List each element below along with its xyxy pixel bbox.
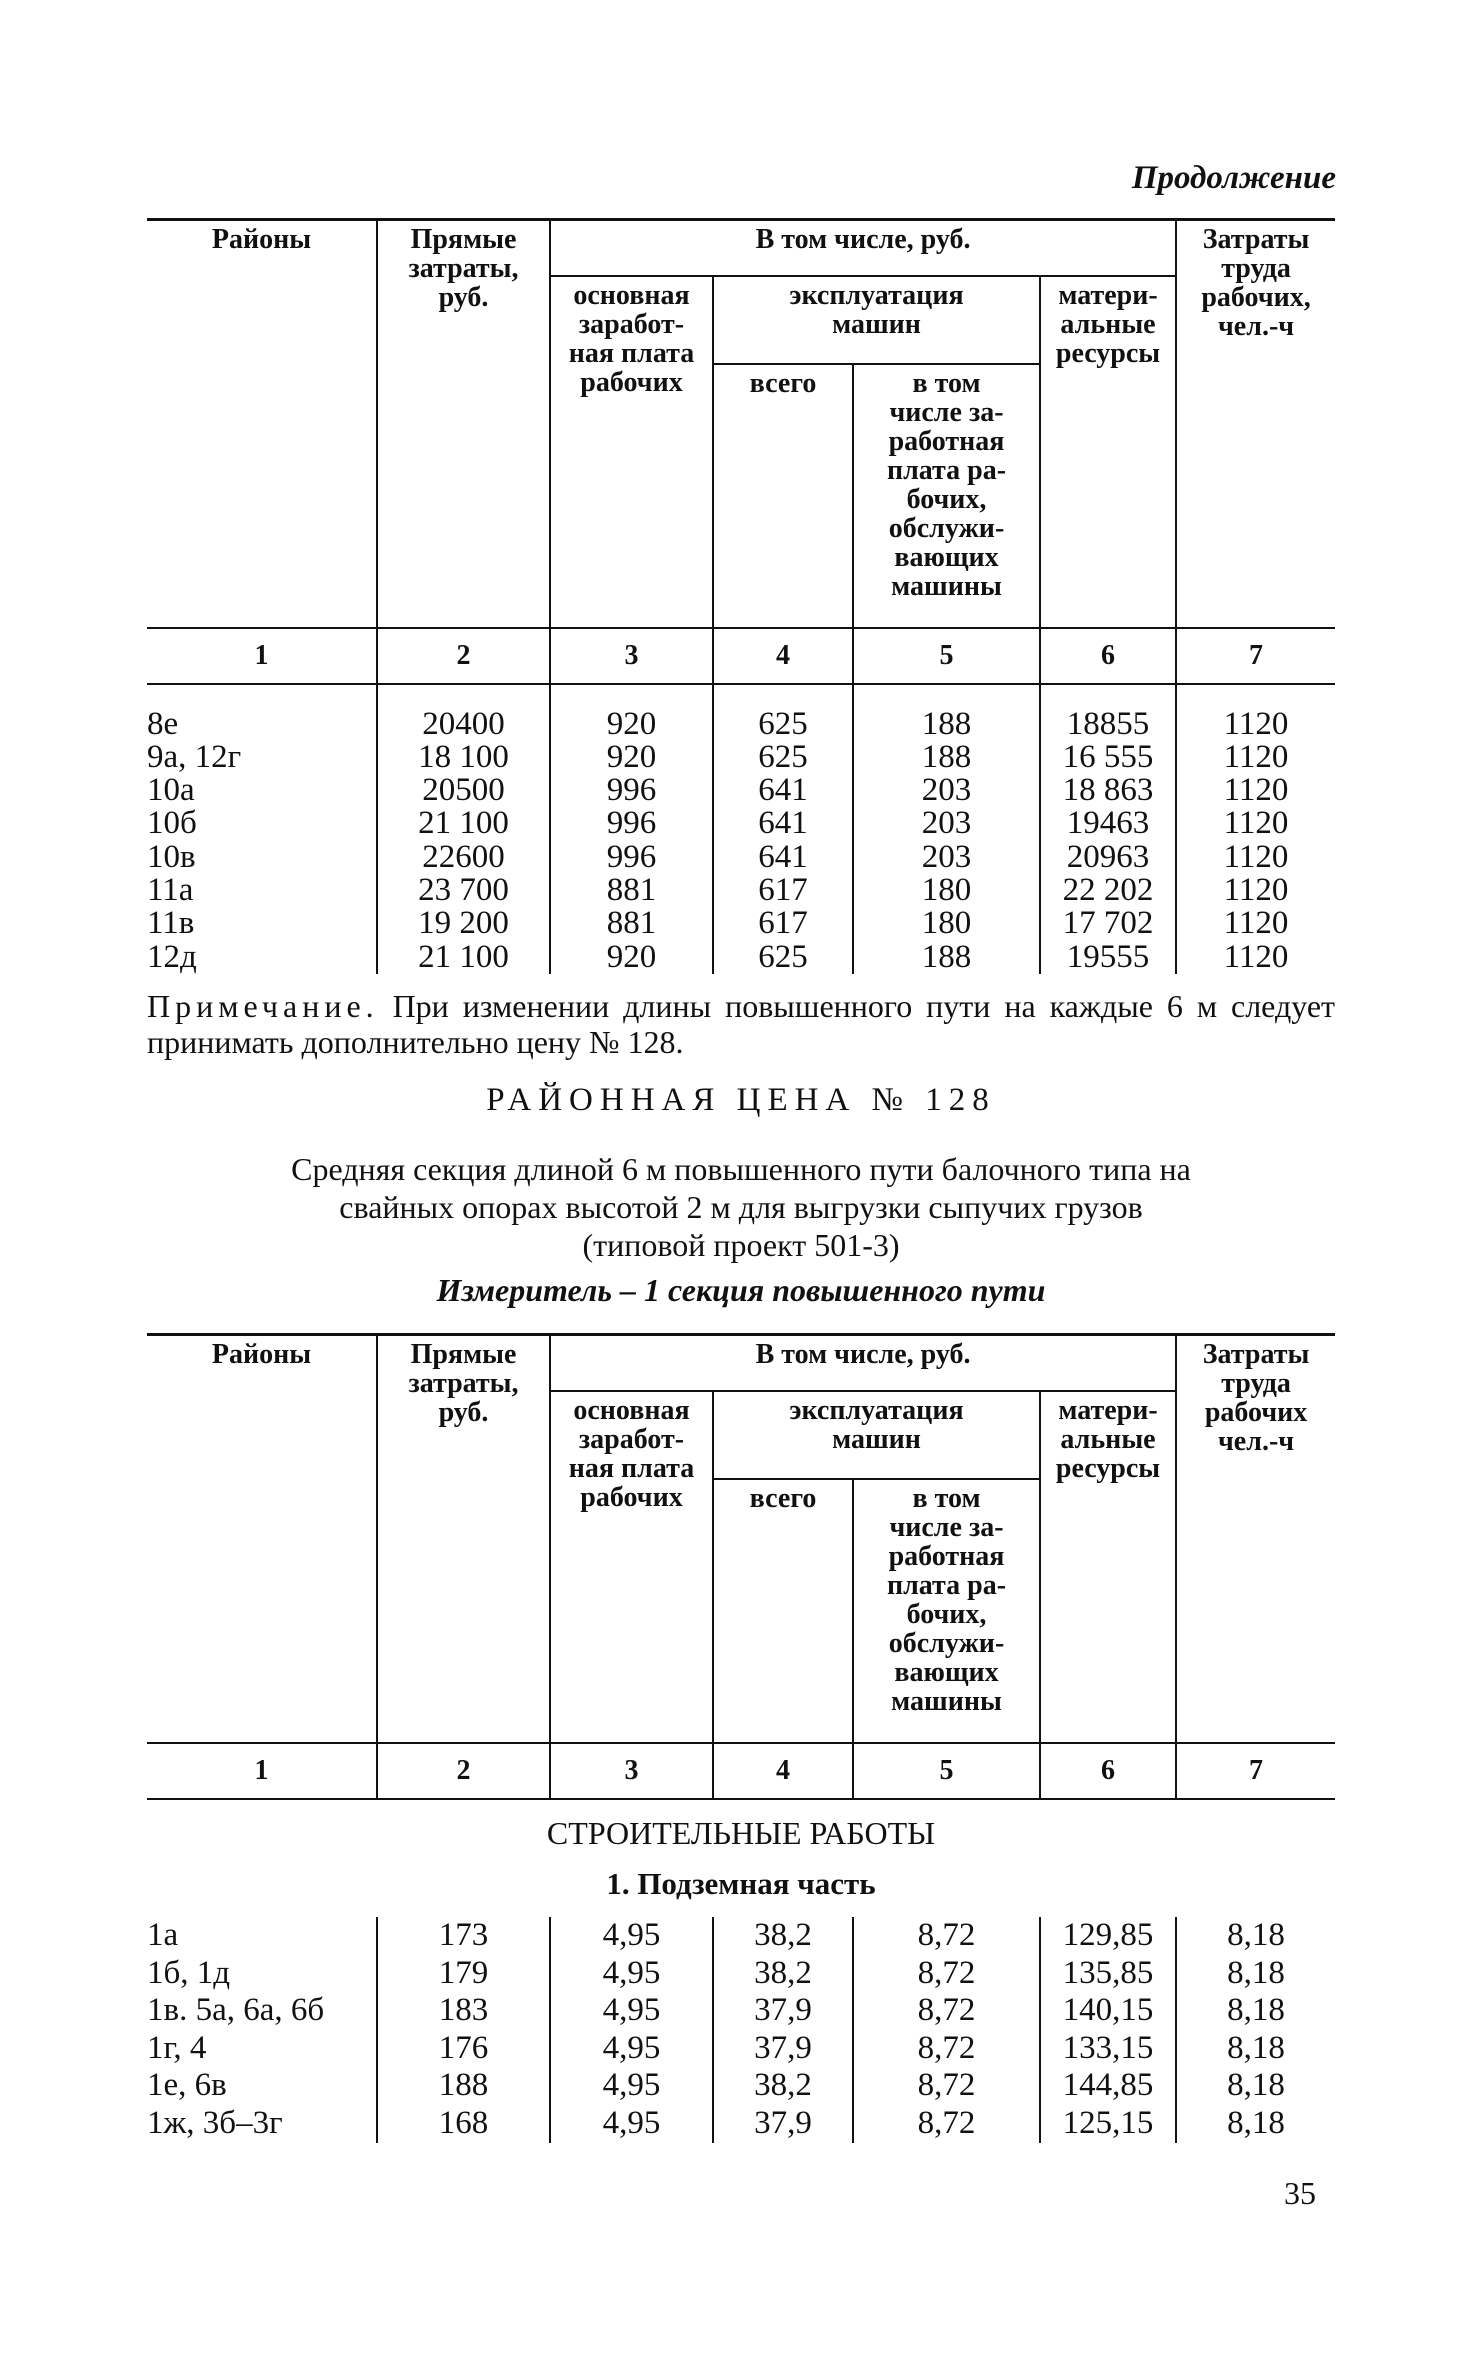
machine-total-column: 38,2 38,2 37,9 37,9 38,2 37,9 bbox=[713, 1917, 853, 2143]
regions-column: 8е 9а, 12г 10а 10б 10в 11а 11в 12д bbox=[147, 705, 242, 975]
works-subtitle: 1. Подземная часть bbox=[606, 1866, 876, 1901]
col-number: 2 bbox=[377, 628, 550, 684]
price-table-continued bbox=[147, 218, 1335, 974]
table-note bbox=[147, 988, 1335, 1060]
measure-unit: Измеритель – 1 секция повышенного пути bbox=[436, 1272, 1046, 1308]
col-number: 2 bbox=[377, 1743, 550, 1799]
col-number: 7 bbox=[1176, 1743, 1335, 1799]
labor-column: 1120 1120 1120 1120 1120 1120 1120 1120 bbox=[1176, 708, 1335, 974]
machine-wage-column: 188 188 203 203 203 180 180 188 bbox=[853, 708, 1040, 974]
col-number: 3 bbox=[550, 1743, 713, 1799]
continuation-label: Продолжение bbox=[1131, 160, 1336, 196]
base-wage-column: 4,95 4,95 4,95 4,95 4,95 4,95 bbox=[550, 1917, 713, 2143]
header-machine-wage: в том числе за- работная плата ра- бочих, обслужи- вающих машины bbox=[853, 364, 1040, 628]
col-number: 5 bbox=[853, 628, 1040, 684]
section-title: РАЙОННАЯ ЦЕНА № 128 bbox=[486, 1082, 996, 1118]
price-table-128 bbox=[147, 1333, 1335, 1800]
header-machine-operation: эксплуатация машин bbox=[713, 1391, 1040, 1479]
note-text: При изменении длины повышенного пути на каждые 6 м следует принимать дополнительно цену № 128. bbox=[147, 988, 1335, 1060]
header-base-wage: основная заработ- ная плата рабочих bbox=[550, 276, 713, 628]
machine-wage-column: 8,72 8,72 8,72 8,72 8,72 8,72 bbox=[853, 1917, 1040, 2143]
labor-column: 8,18 8,18 8,18 8,18 8,18 8,18 bbox=[1176, 1917, 1335, 2143]
col-number: 1 bbox=[254, 1754, 269, 1786]
works-title: СТРОИТЕЛЬНЫЕ РАБОТЫ bbox=[546, 1815, 936, 1851]
base-wage-column: 920 920 996 996 996 881 881 920 bbox=[550, 708, 713, 974]
header-regions: Районы bbox=[211, 1339, 312, 1370]
header-regions: Районы bbox=[211, 224, 312, 255]
col-number: 6 bbox=[1040, 628, 1176, 684]
col-number: 6 bbox=[1040, 1743, 1176, 1799]
machine-total-column: 625 625 641 641 641 617 617 625 bbox=[713, 708, 853, 974]
page-number: 35 bbox=[1284, 2175, 1316, 2211]
regions-column: 1а 1б, 1д 1в. 5а, 6а, 6б 1г, 4 1е, 6в 1ж, 3б–3г bbox=[147, 1917, 325, 2141]
header-labor: Затраты труда рабочих, чел.-ч bbox=[1176, 220, 1335, 628]
col-number: 1 bbox=[254, 639, 269, 671]
header-direct-costs: Прямые затраты, руб. bbox=[377, 220, 550, 628]
header-machine-operation: эксплуатация машин bbox=[713, 276, 1040, 364]
header-base-wage: основная заработ- ная плата рабочих bbox=[550, 1391, 713, 1743]
col-number: 4 bbox=[713, 1743, 853, 1799]
materials-column: 18855 16 555 18 863 19463 20963 22 202 17 702 19555 bbox=[1040, 708, 1176, 974]
header-machine-wage: в том числе за- работная плата ра- бочих, обслужи- вающих машины bbox=[853, 1479, 1040, 1743]
header-machine-total: всего bbox=[713, 364, 853, 628]
header-labor: Затраты труда рабочих чел.-ч bbox=[1176, 1335, 1335, 1743]
header-machine-total: всего bbox=[713, 1479, 853, 1743]
price-table-128-rows bbox=[147, 1917, 1335, 2143]
col-number: 3 bbox=[550, 628, 713, 684]
header-including: В том числе, руб. bbox=[550, 220, 1176, 276]
header-including: В том числе, руб. bbox=[550, 1335, 1176, 1391]
col-number: 5 bbox=[853, 1743, 1040, 1799]
materials-column: 129,85 135,85 140,15 133,15 144,85 125,15 bbox=[1040, 1917, 1176, 2143]
col-number: 7 bbox=[1176, 628, 1335, 684]
note-label: Примечание. bbox=[147, 988, 379, 1024]
col-number: 4 bbox=[713, 628, 853, 684]
price-description: Средняя секция длиной 6 м повышенного пути балочного типа на свайных опорах высотой 2 м для выгрузки сыпучих грузов (типовой проект 501-3) bbox=[291, 1151, 1191, 1263]
direct-costs-column: 173 179 183 176 188 168 bbox=[377, 1917, 550, 2143]
header-materials: матери- альные ресурсы bbox=[1040, 276, 1176, 628]
header-direct-costs: Прямые затраты, руб. bbox=[377, 1335, 550, 1743]
header-materials: матери- альные ресурсы bbox=[1040, 1391, 1176, 1743]
direct-costs-column: 20400 18 100 20500 21 100 22600 23 700 19 200 21 100 bbox=[377, 708, 550, 974]
